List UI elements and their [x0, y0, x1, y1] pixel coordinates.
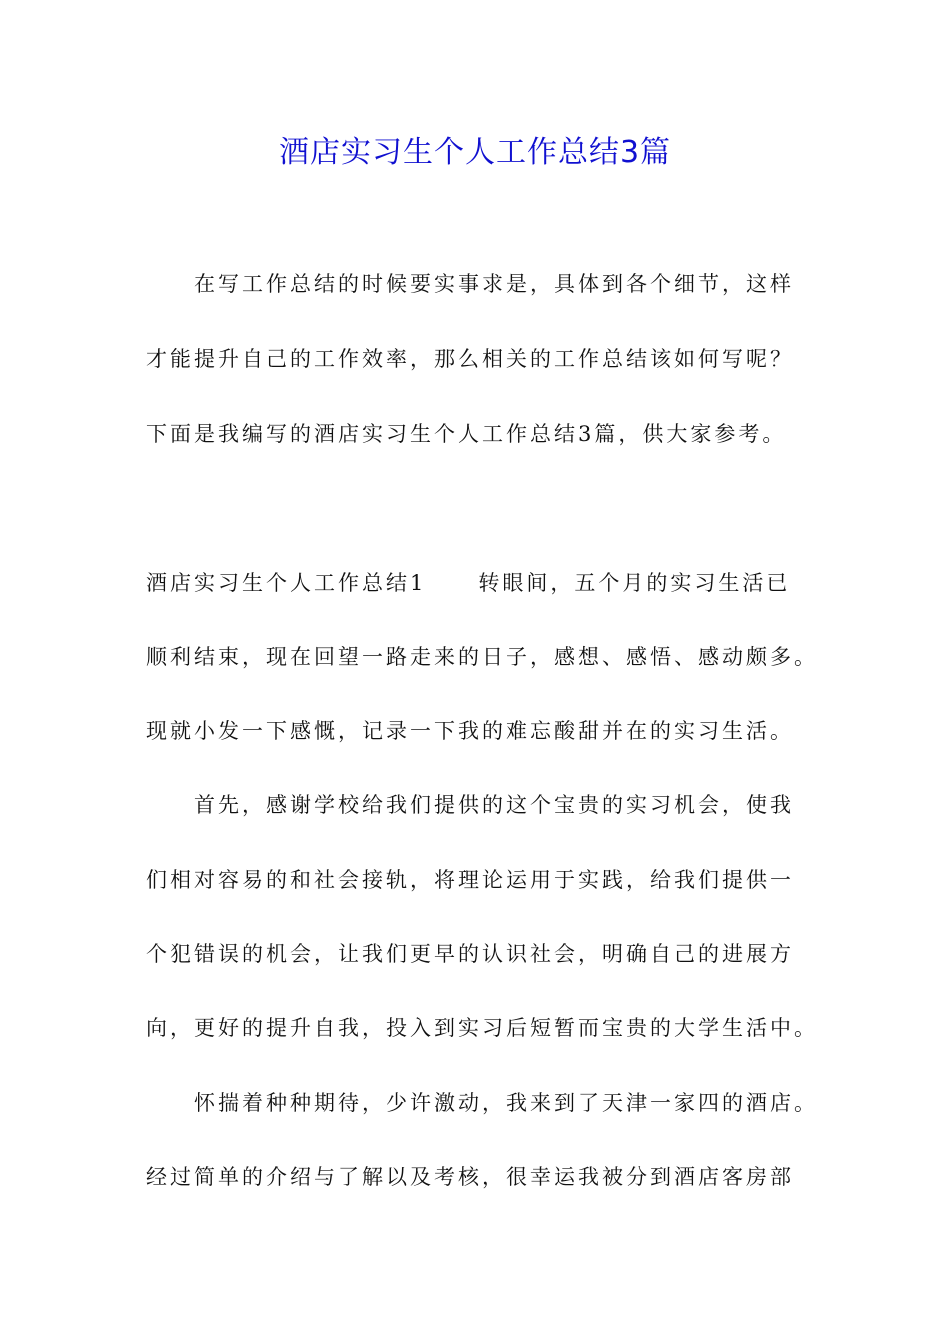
body-line: 经过简单的介绍与了解以及考核，很幸运我被分到酒店客房部	[146, 1165, 794, 1189]
body-line: 顺利结束，现在回望一路走来的日子，感想、感悟、感动颇多。	[146, 645, 818, 669]
body-line: 现就小发一下感慨，记录一下我的难忘酸甜并在的实习生活。	[146, 719, 794, 743]
body-line: 个犯错误的机会，让我们更早的认识社会，明确自己的进展方	[146, 942, 794, 966]
intro-line: 下面是我编写的酒店实习生个人工作总结3篇，供大家参考。	[146, 422, 787, 446]
body-line: 转眼间，五个月的实习生活已	[478, 571, 791, 595]
body-line: 首先，感谢学校给我们提供的这个宝贵的实习机会，使我	[194, 793, 794, 817]
intro-line: 才能提升自己的工作效率，那么相关的工作总结该如何写呢？	[146, 347, 794, 371]
body-line: 们相对容易的和社会接轨，将理论运用于实践，给我们提供一	[146, 868, 794, 892]
section-first-line	[146, 563, 826, 603]
intro-line: 在写工作总结的时候要实事求是，具体到各个细节，这样	[194, 272, 794, 296]
document-title: 酒店实习生个人工作总结3篇	[278, 135, 672, 170]
section-heading: 酒店实习生个人工作总结1	[146, 571, 427, 595]
body-line: 怀揣着种种期待，少许激动，我来到了天津一家四的酒店。	[194, 1091, 818, 1115]
body-line: 向，更好的提升自我，投入到实习后短暂而宝贵的大学生活中。	[146, 1016, 818, 1040]
